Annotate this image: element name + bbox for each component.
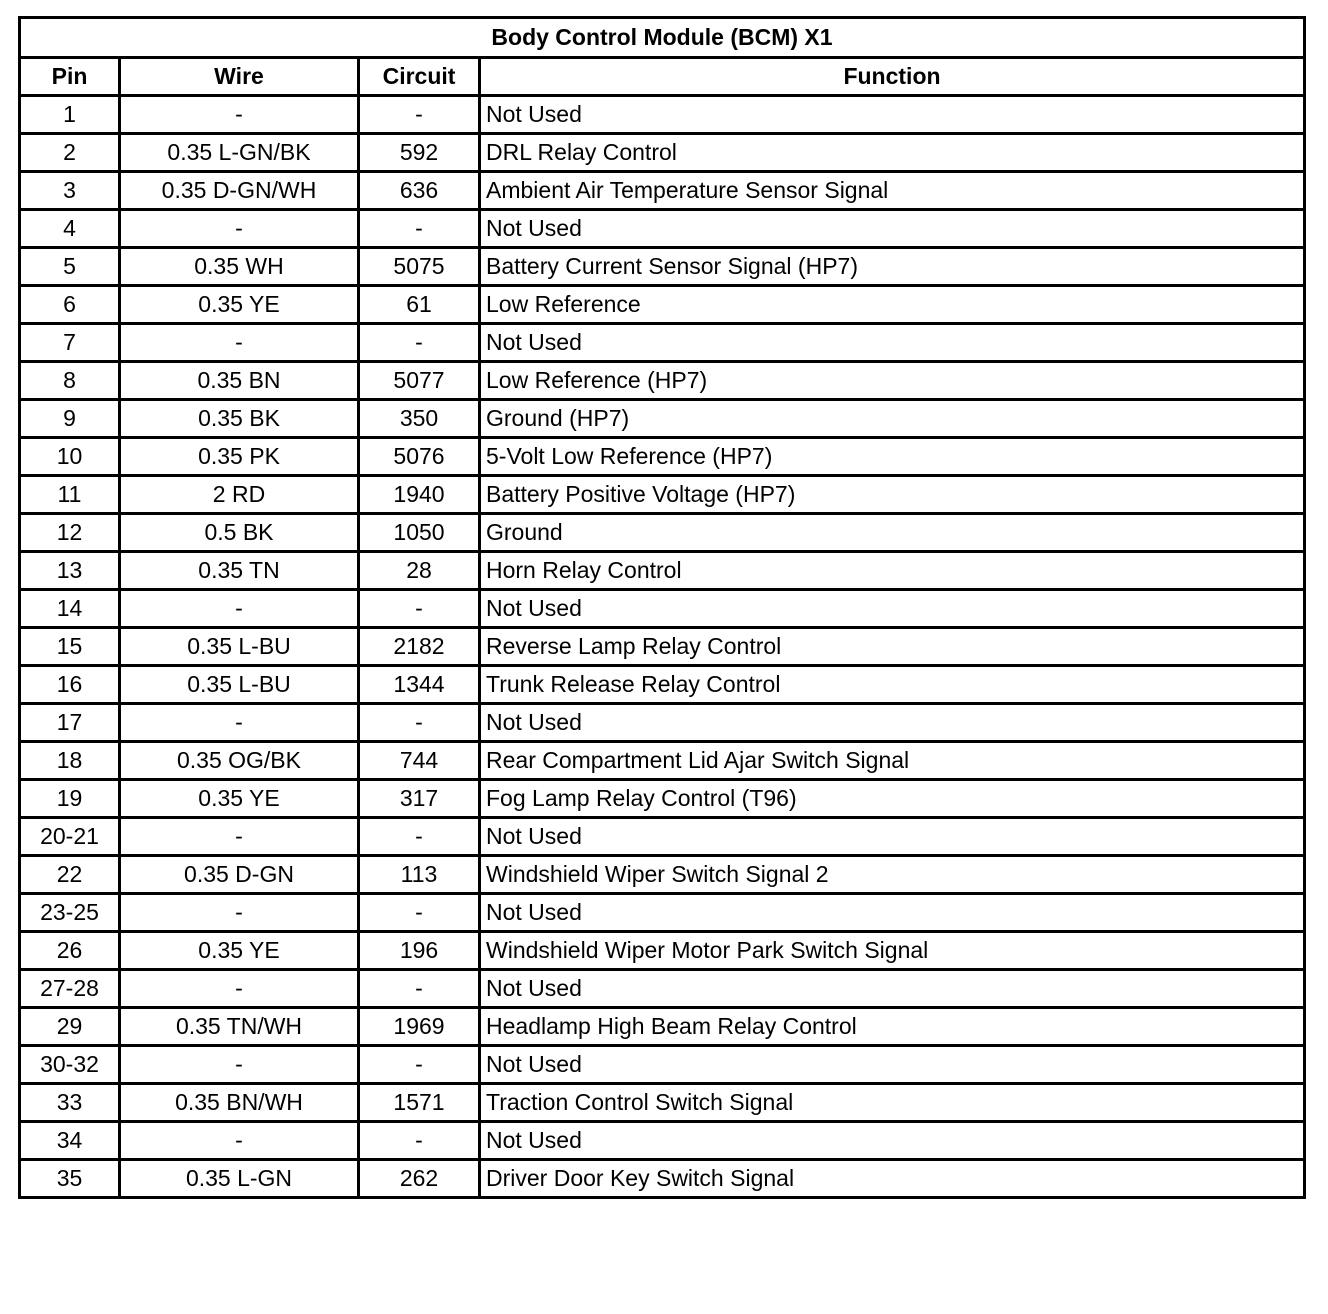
table-title-row [20,18,1305,58]
wire-cell: 0.5 BK [120,514,359,552]
wire-cell: 0.35 L-GN [120,1160,359,1198]
wire-cell: 0.35 L-GN/BK [120,134,359,172]
pin-cell: 8 [20,362,120,400]
table-row [20,894,1305,932]
function-cell: Fog Lamp Relay Control (T96) [480,780,1305,818]
table-row [20,514,1305,552]
table-row [20,1046,1305,1084]
pin-cell: 9 [20,400,120,438]
wire-cell: 0.35 TN [120,552,359,590]
wire-cell: 0.35 WH [120,248,359,286]
table-row [20,590,1305,628]
function-cell: Ground [480,514,1305,552]
table-row [20,970,1305,1008]
function-cell: Not Used [480,818,1305,856]
wire-cell: - [120,894,359,932]
wire-cell: 0.35 D-GN/WH [120,172,359,210]
table-row [20,1008,1305,1046]
pin-cell: 19 [20,780,120,818]
pin-cell: 2 [20,134,120,172]
circuit-cell: - [359,210,480,248]
table-row [20,742,1305,780]
wire-cell: 2 RD [120,476,359,514]
function-cell: 5-Volt Low Reference (HP7) [480,438,1305,476]
pin-cell: 11 [20,476,120,514]
table-row [20,362,1305,400]
function-cell: Not Used [480,1122,1305,1160]
wire-cell: - [120,324,359,362]
function-cell: Battery Current Sensor Signal (HP7) [480,248,1305,286]
circuit-cell: 1940 [359,476,480,514]
table-row [20,1160,1305,1198]
table-row [20,286,1305,324]
circuit-cell: 744 [359,742,480,780]
table-row [20,780,1305,818]
pin-cell: 16 [20,666,120,704]
function-cell: Traction Control Switch Signal [480,1084,1305,1122]
wire-cell: 0.35 TN/WH [120,1008,359,1046]
function-cell: Low Reference (HP7) [480,362,1305,400]
function-cell: Not Used [480,590,1305,628]
pin-cell: 30-32 [20,1046,120,1084]
wire-cell: 0.35 BN [120,362,359,400]
table-row [20,324,1305,362]
function-cell: Headlamp High Beam Relay Control [480,1008,1305,1046]
table-row [20,818,1305,856]
circuit-cell: 636 [359,172,480,210]
pin-cell: 4 [20,210,120,248]
function-cell: Battery Positive Voltage (HP7) [480,476,1305,514]
function-cell: Not Used [480,1046,1305,1084]
wire-cell: 0.35 YE [120,932,359,970]
circuit-cell: 592 [359,134,480,172]
wire-cell: - [120,590,359,628]
table-row [20,552,1305,590]
header-row [20,58,1305,96]
pin-cell: 1 [20,96,120,134]
table-row [20,210,1305,248]
function-cell: Not Used [480,704,1305,742]
pin-cell: 35 [20,1160,120,1198]
circuit-cell: - [359,894,480,932]
pin-cell: 34 [20,1122,120,1160]
circuit-cell: 1571 [359,1084,480,1122]
pin-cell: 22 [20,856,120,894]
pin-cell: 29 [20,1008,120,1046]
table-row [20,438,1305,476]
circuit-cell: - [359,1122,480,1160]
table-row [20,628,1305,666]
function-cell: Reverse Lamp Relay Control [480,628,1305,666]
circuit-cell: 1344 [359,666,480,704]
function-header: Function [480,58,1305,96]
function-cell: Not Used [480,210,1305,248]
function-cell: Windshield Wiper Motor Park Switch Signal [480,932,1305,970]
function-cell: Trunk Release Relay Control [480,666,1305,704]
wire-cell: - [120,704,359,742]
circuit-cell: 262 [359,1160,480,1198]
connector-pinout-table [18,16,1306,1199]
table-row [20,1122,1305,1160]
wire-cell: - [120,818,359,856]
circuit-cell: 1050 [359,514,480,552]
table-title: Body Control Module (BCM) X1 [20,18,1305,58]
pin-cell: 13 [20,552,120,590]
circuit-cell: 5076 [359,438,480,476]
circuit-cell: 113 [359,856,480,894]
function-cell: Ground (HP7) [480,400,1305,438]
function-cell: DRL Relay Control [480,134,1305,172]
pin-cell: 6 [20,286,120,324]
pin-cell: 5 [20,248,120,286]
circuit-cell: 317 [359,780,480,818]
function-cell: Not Used [480,324,1305,362]
wire-cell: - [120,96,359,134]
circuit-cell: 2182 [359,628,480,666]
table-row [20,704,1305,742]
function-cell: Rear Compartment Lid Ajar Switch Signal [480,742,1305,780]
wire-cell: 0.35 YE [120,780,359,818]
wire-cell: 0.35 L-BU [120,628,359,666]
function-cell: Driver Door Key Switch Signal [480,1160,1305,1198]
wire-cell: 0.35 BK [120,400,359,438]
wire-cell: 0.35 YE [120,286,359,324]
wire-cell: 0.35 PK [120,438,359,476]
circuit-cell: - [359,1046,480,1084]
circuit-cell: 28 [359,552,480,590]
table-row [20,476,1305,514]
wire-cell: - [120,970,359,1008]
table-row [20,856,1305,894]
circuit-cell: 1969 [359,1008,480,1046]
wire-cell: 0.35 OG/BK [120,742,359,780]
function-cell: Windshield Wiper Switch Signal 2 [480,856,1305,894]
function-cell: Not Used [480,894,1305,932]
pin-cell: 27-28 [20,970,120,1008]
pin-cell: 15 [20,628,120,666]
circuit-cell: - [359,590,480,628]
circuit-cell: 5075 [359,248,480,286]
function-cell: Ambient Air Temperature Sensor Signal [480,172,1305,210]
pin-cell: 12 [20,514,120,552]
pin-cell: 10 [20,438,120,476]
pin-cell: 18 [20,742,120,780]
table-row [20,1084,1305,1122]
function-cell: Not Used [480,970,1305,1008]
table-row [20,932,1305,970]
wire-cell: - [120,1122,359,1160]
wire-header: Wire [120,58,359,96]
pin-cell: 20-21 [20,818,120,856]
table-row [20,400,1305,438]
table-row [20,96,1305,134]
circuit-cell: - [359,96,480,134]
circuit-cell: 196 [359,932,480,970]
wire-cell: - [120,210,359,248]
pin-cell: 3 [20,172,120,210]
wire-cell: 0.35 L-BU [120,666,359,704]
table-row [20,172,1305,210]
pin-header: Pin [20,58,120,96]
circuit-cell: 350 [359,400,480,438]
circuit-cell: 5077 [359,362,480,400]
function-cell: Not Used [480,96,1305,134]
pin-cell: 7 [20,324,120,362]
circuit-cell: - [359,324,480,362]
pin-cell: 33 [20,1084,120,1122]
pin-cell: 17 [20,704,120,742]
table-row [20,134,1305,172]
wire-cell: - [120,1046,359,1084]
function-cell: Horn Relay Control [480,552,1305,590]
table-row [20,666,1305,704]
circuit-cell: - [359,704,480,742]
circuit-cell: - [359,818,480,856]
table-row [20,248,1305,286]
pin-cell: 23-25 [20,894,120,932]
circuit-cell: 61 [359,286,480,324]
function-cell: Low Reference [480,286,1305,324]
wire-cell: 0.35 D-GN [120,856,359,894]
pin-cell: 26 [20,932,120,970]
pin-cell: 14 [20,590,120,628]
circuit-header: Circuit [359,58,480,96]
wire-cell: 0.35 BN/WH [120,1084,359,1122]
circuit-cell: - [359,970,480,1008]
